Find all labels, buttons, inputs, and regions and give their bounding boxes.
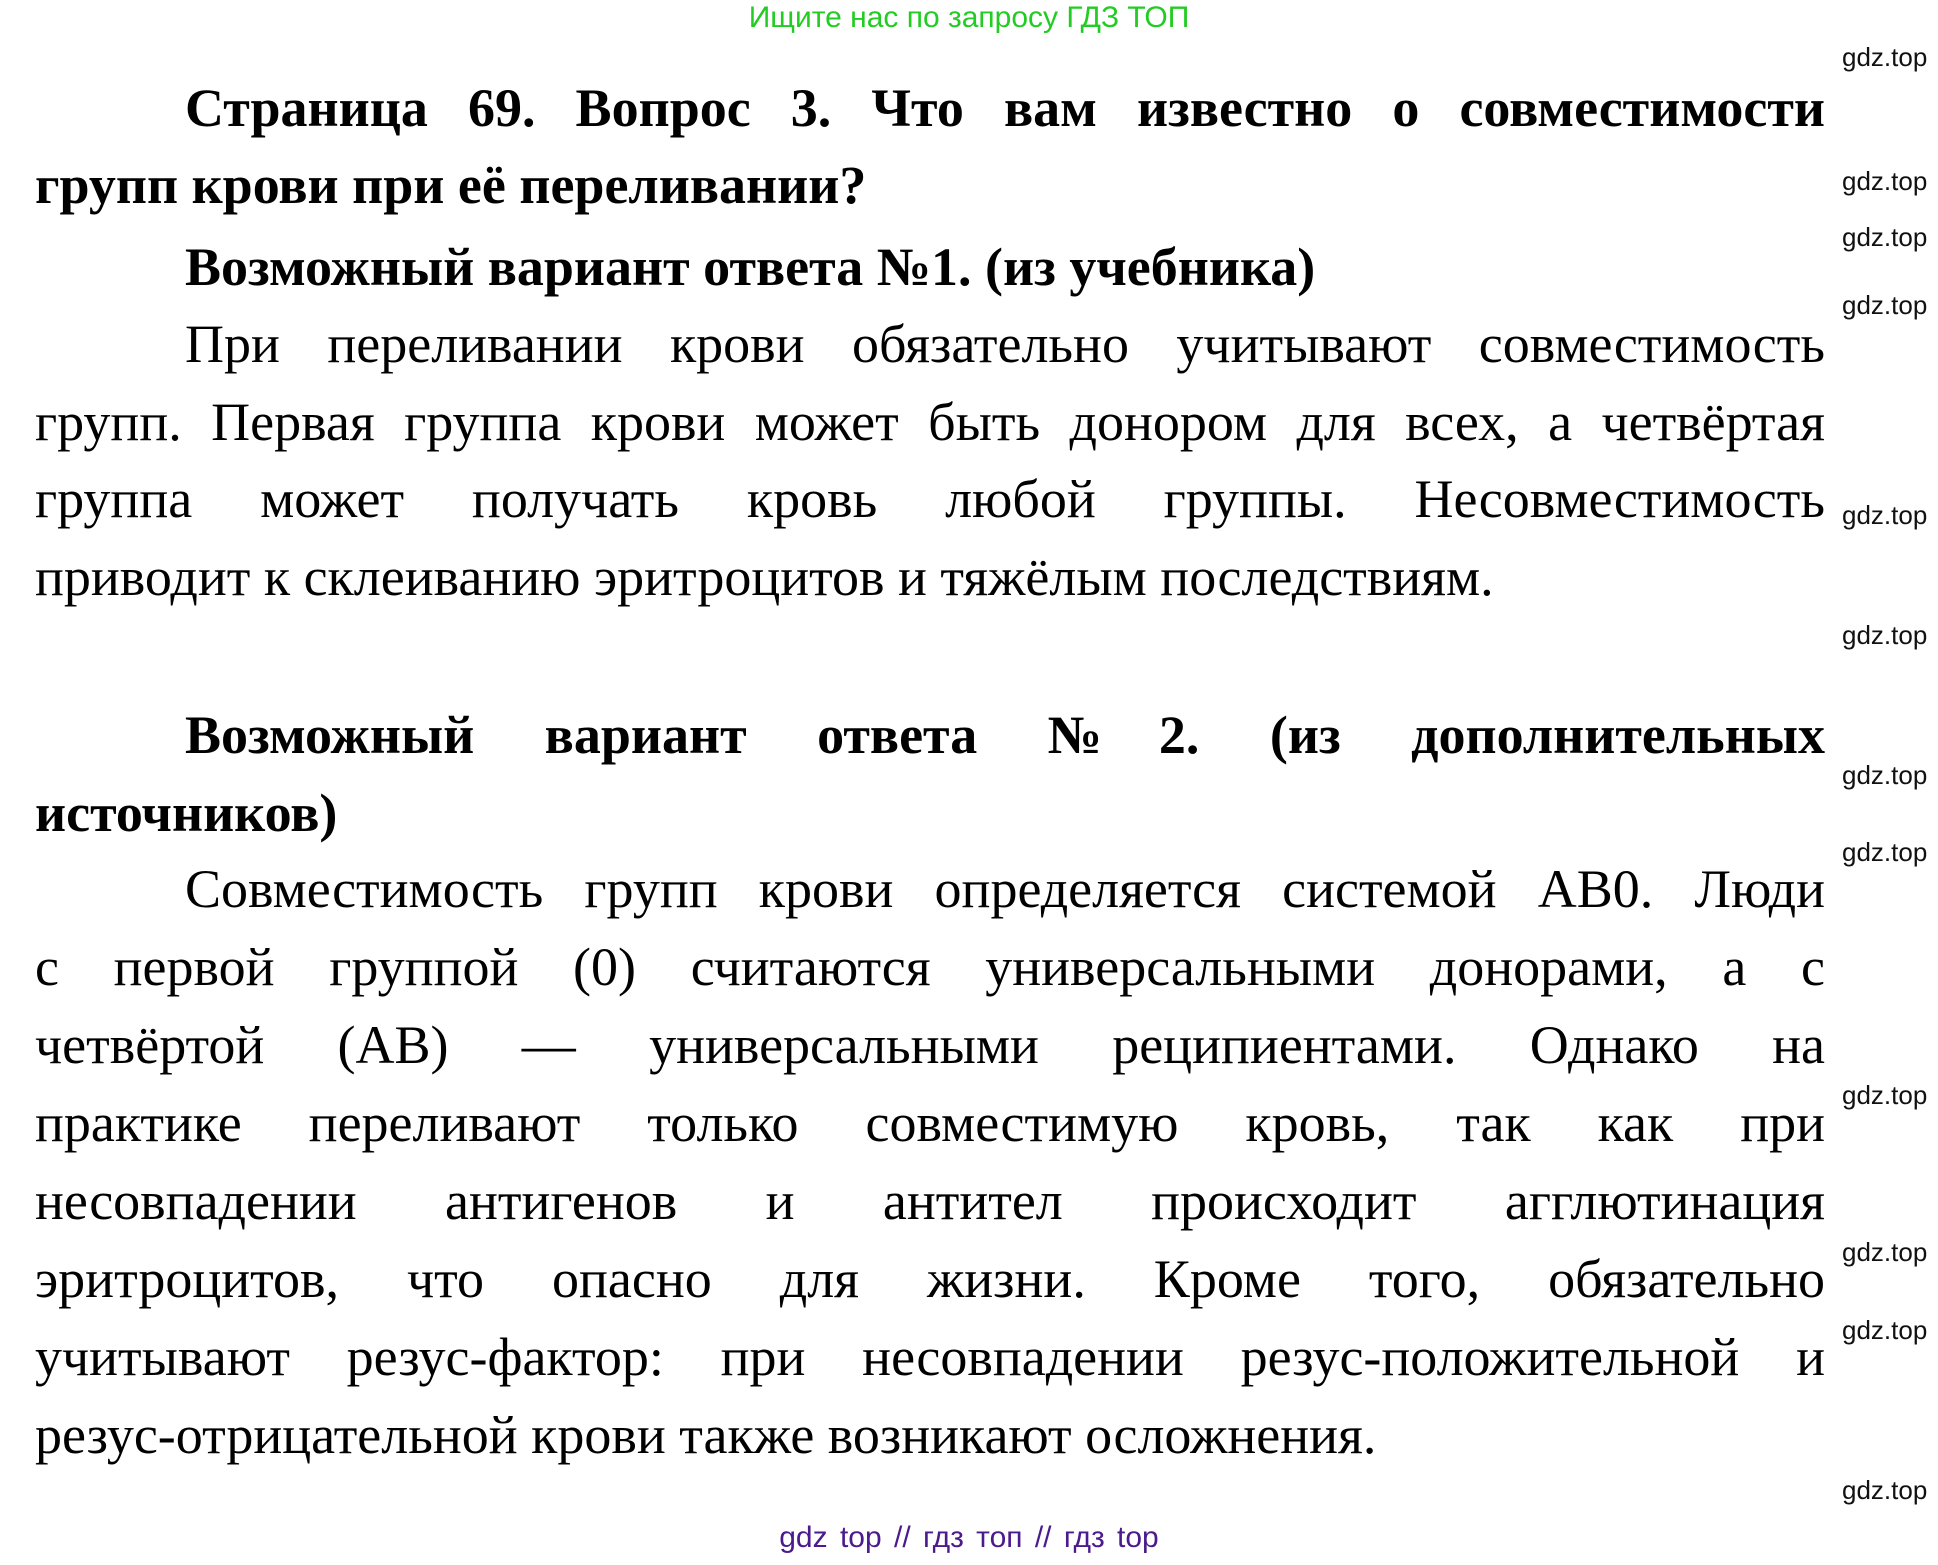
watermark: gdz.top xyxy=(1842,760,1928,790)
answer2-line: резус-отрицательной крови также возникают осложнения. xyxy=(35,1405,1377,1465)
answer2-title-line-1: Возможный вариант ответа №2. (из дополнительных xyxy=(185,705,1825,765)
answer2-line: эритроцитов, что опасно для жизни. Кроме того, обязательно xyxy=(35,1249,1825,1309)
answer1-line: групп. Первая группа крови может быть донором для всех, а четвёртая xyxy=(35,392,1825,452)
answer2-line: практике переливают только совместимую кровь, так как при xyxy=(35,1093,1825,1153)
watermark: gdz.top xyxy=(1842,1315,1928,1345)
answer2-line: четвёртой (AB) — универсальными реципиентами. Однако на xyxy=(35,1015,1825,1075)
answer1-line: При переливании крови обязательно учитывают совместимость xyxy=(185,314,1825,374)
watermark: gdz.top xyxy=(1842,290,1928,320)
answer2-line: с первой группой (0) считаются универсальными донорами, а с xyxy=(35,937,1825,997)
answer1-title: Возможный вариант ответа №1. (из учебника) xyxy=(185,237,1316,297)
watermark: gdz.top xyxy=(1842,620,1928,650)
watermark: gdz.top xyxy=(1842,166,1928,196)
footer-links: gdz top // гдз топ // гдз top xyxy=(779,1521,1159,1554)
watermark: gdz.top xyxy=(1842,222,1928,252)
question-line-2: групп крови при её переливании? xyxy=(35,155,867,215)
search-banner: Ищите нас по запросу ГДЗ ТОП xyxy=(748,1,1190,34)
answer2-title-line-2: источников) xyxy=(35,783,338,843)
answer2-line: несовпадении антигенов и антител происходит агглютинация xyxy=(35,1171,1825,1231)
watermark: gdz.top xyxy=(1842,42,1928,72)
answer1-line: группа может получать кровь любой группы. Несовместимость xyxy=(35,469,1825,529)
watermark: gdz.top xyxy=(1842,1237,1928,1267)
watermark: gdz.top xyxy=(1842,1080,1928,1110)
watermark: gdz.top xyxy=(1842,837,1928,867)
answer1-line: приводит к склеиванию эритроцитов и тяжёлым последствиям. xyxy=(35,547,1494,607)
answer2-line: Совместимость групп крови определяется системой AB0. Люди xyxy=(185,859,1825,919)
watermark: gdz.top xyxy=(1842,1475,1928,1505)
question-line-1: Страница 69. Вопрос 3. Что вам известно о совместимости xyxy=(185,78,1825,138)
answer2-line: учитывают резус-фактор: при несовпадении резус-положительной и xyxy=(35,1327,1825,1387)
watermark: gdz.top xyxy=(1842,500,1928,530)
